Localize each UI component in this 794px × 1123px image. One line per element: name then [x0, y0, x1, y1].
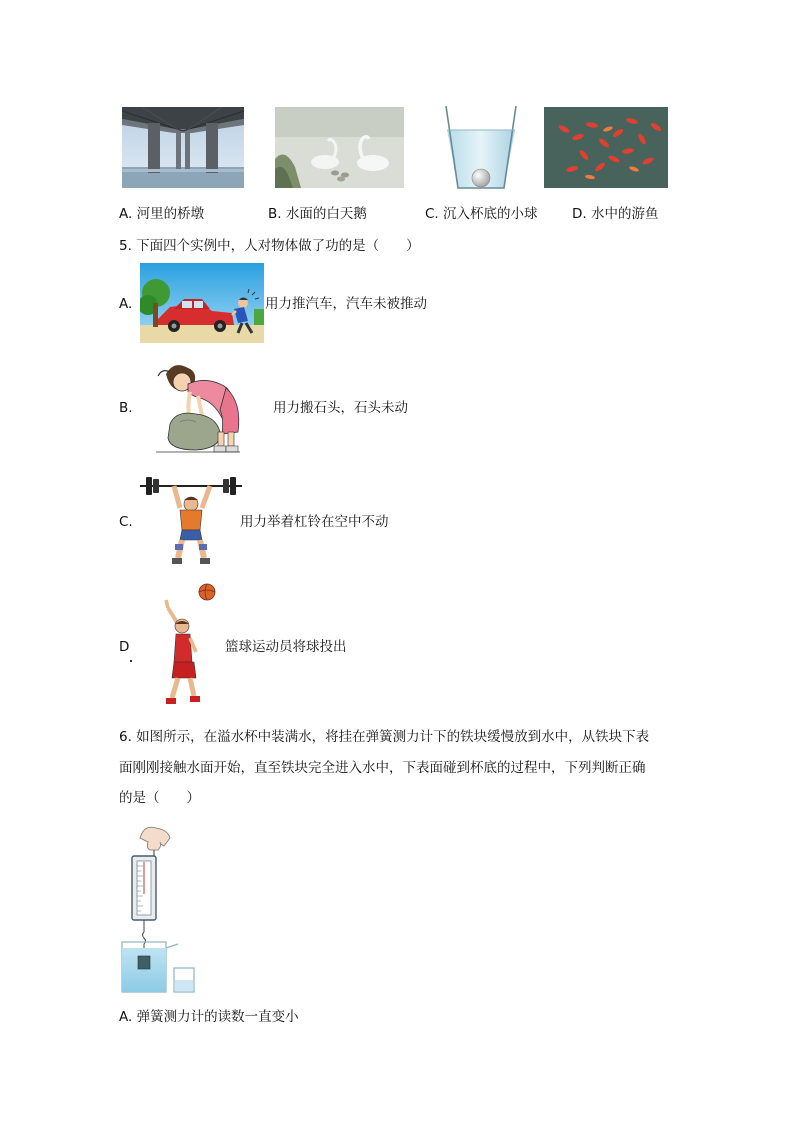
lift-stone-illustration [152, 362, 244, 456]
q5-option-a-letter: A. [119, 296, 133, 312]
q5-option-d-text: 篮球运动员将球投出 [225, 639, 347, 655]
swans-photo [275, 107, 404, 188]
q4-option-a: A. 河里的桥墩 [119, 206, 205, 222]
stray-dot [130, 660, 132, 662]
q5-option-b-letter: B. [119, 400, 133, 416]
weightlifter-illustration [140, 474, 242, 568]
q6-stem-line1: 6. 如图所示，在溢水杯中装满水，将挂在弹簧测力计下的铁块缓慢放到水中，从铁块下表 [119, 729, 650, 745]
q5-option-a-text: 用力推汽车，汽车未被推动 [265, 296, 427, 312]
q5-option-d-letter: D [119, 639, 130, 655]
cup-with-ball-diagram [444, 104, 518, 190]
q6-option-a: A. 弹簧测力计的读数一直变小 [119, 1009, 299, 1025]
q6-stem-line3: 的是（ ） [119, 790, 200, 806]
basketball-player-illustration [156, 582, 220, 716]
fish-photo [544, 107, 668, 188]
bridge-pier-photo [122, 107, 244, 188]
push-car-illustration [140, 263, 264, 343]
spring-scale-overflow-cup-diagram [118, 822, 200, 994]
q5-option-b-text: 用力搬石头，石头未动 [273, 400, 408, 416]
q5-stem: 5. 下面四个实例中，人对物体做了功的是（ ） [119, 238, 420, 254]
q4-option-c: C. 沉入杯底的小球 [425, 206, 538, 222]
q4-option-b: B. 水面的白天鹅 [268, 206, 367, 222]
q4-option-d: D. 水中的游鱼 [572, 206, 659, 222]
q5-option-c-text: 用力举着杠铃在空中不动 [240, 514, 389, 530]
q5-option-c-letter: C. [119, 514, 133, 530]
q6-stem-line2: 面刚刚接触水面开始，直至铁块完全进入水中，下表面碰到杯底的过程中，下列判断正确 [119, 760, 646, 776]
